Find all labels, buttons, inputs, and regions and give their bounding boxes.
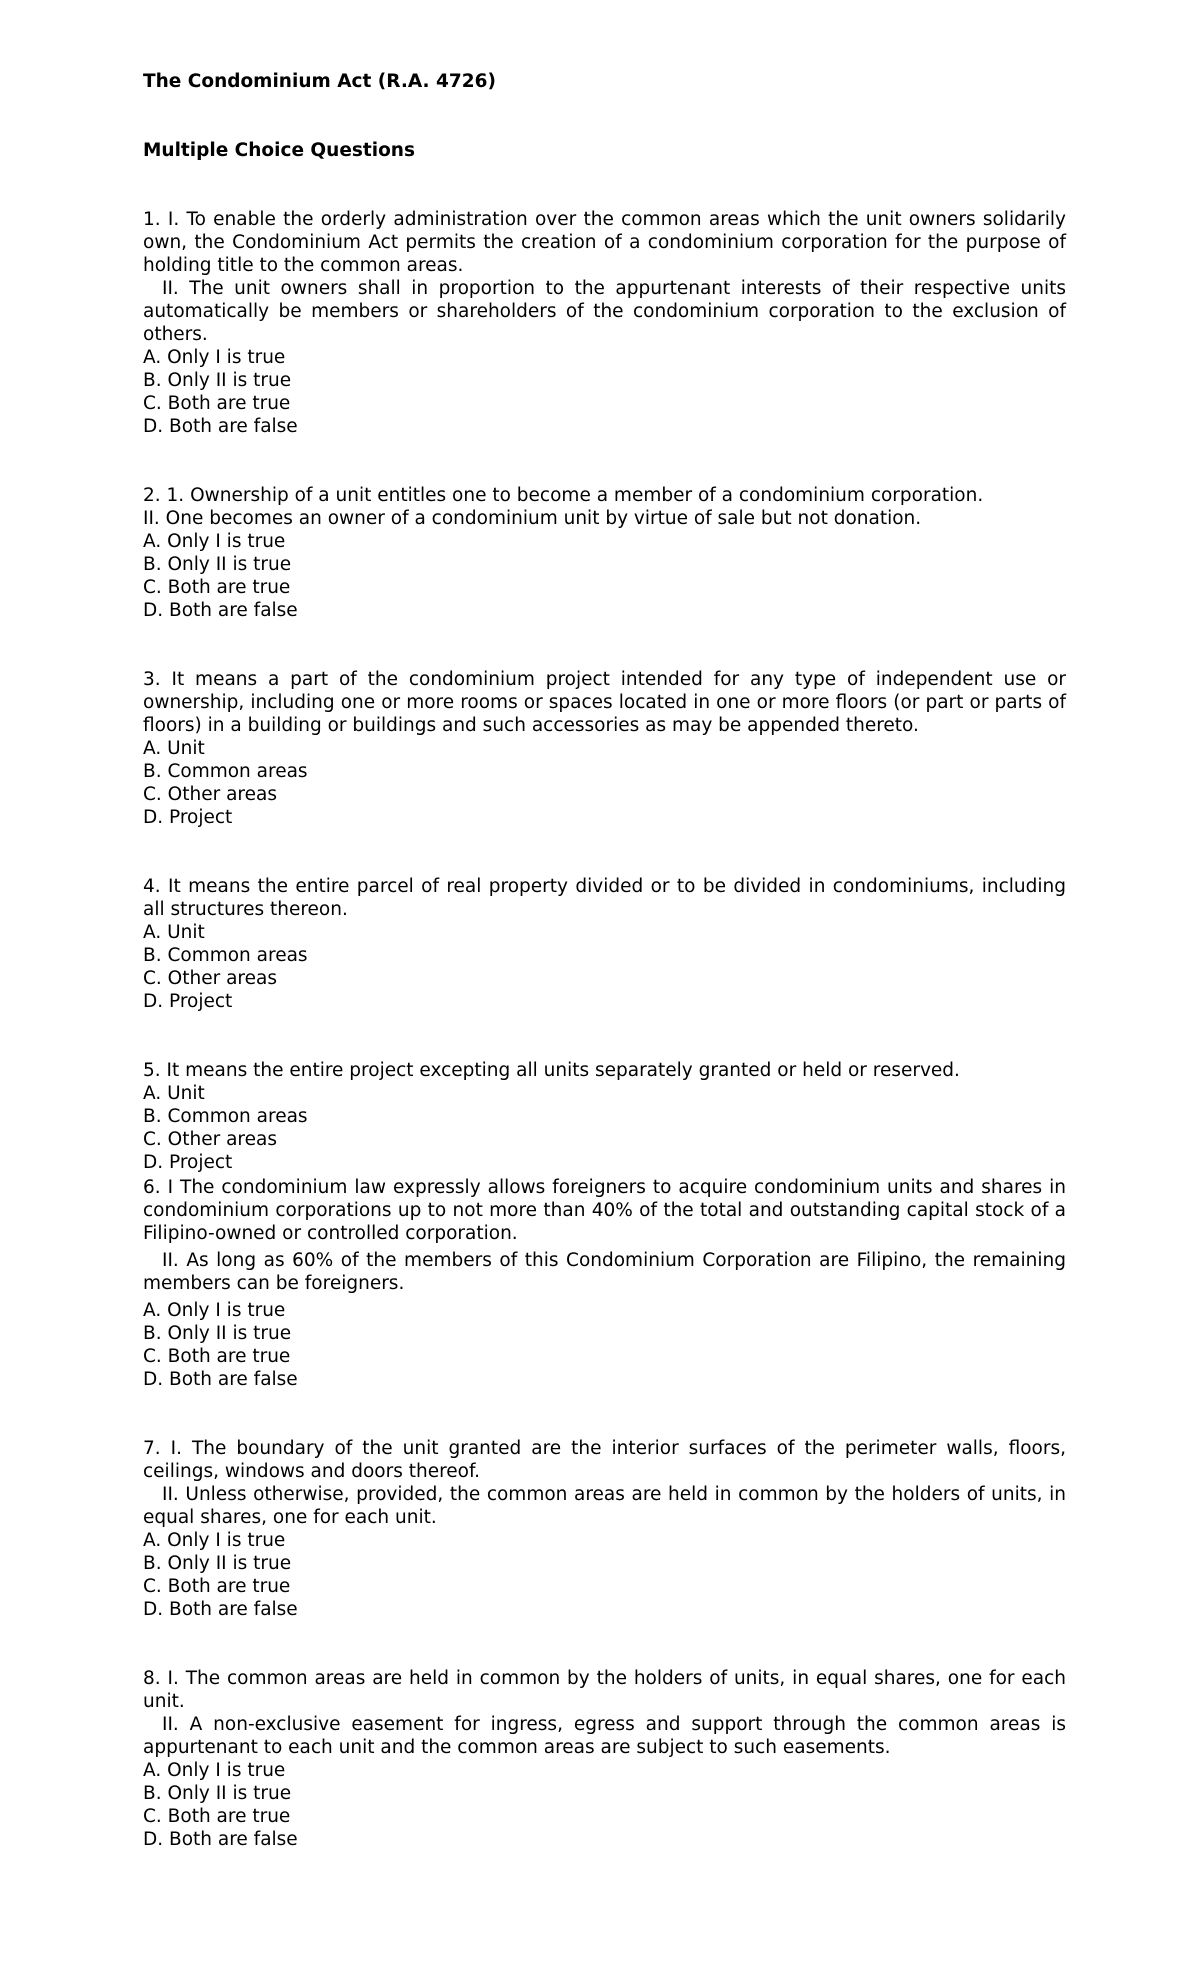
question-8 <box>143 1667 1066 1851</box>
option-b: B. Only II is true <box>143 554 292 575</box>
document-subtitle: Multiple Choice Questions <box>143 140 415 161</box>
option-c: C. Other areas <box>143 1129 277 1150</box>
option-c: C. Both are true <box>143 1806 291 1827</box>
question-stem: 7. I. The boundary of the unit granted are the interior surfaces of the perimeter walls, floors, ceilings, windows and doors thereof. <box>143 1438 1066 1482</box>
option-b: B. Only II is true <box>143 1553 292 1574</box>
document-title: The Condominium Act (R.A. 4726) <box>143 71 496 92</box>
option-b: B. Common areas <box>143 761 308 782</box>
option-a: A. Only I is true <box>143 1760 286 1781</box>
option-c: C. Both are true <box>143 577 291 598</box>
option-b: B. Only II is true <box>143 370 292 391</box>
question-statement: II. The unit owners shall in proportion to the appurtenant interests of their respective units automatically be members or shareholders of the condominium corporation to the exclusion of others. <box>143 278 1066 345</box>
option-b: B. Only II is true <box>143 1323 292 1344</box>
option-a: A. Unit <box>143 1083 205 1104</box>
option-c: C. Other areas <box>143 784 277 805</box>
option-c: C. Both are true <box>143 1346 291 1367</box>
option-d: D. Both are false <box>143 1599 298 1620</box>
question-stem: 5. It means the entire project excepting all units separately granted or held or reserved. <box>143 1060 960 1081</box>
option-d: D. Project <box>143 807 233 828</box>
option-d: D. Both are false <box>143 416 298 437</box>
option-a: A. Unit <box>143 738 205 759</box>
question-stem: 6. I The condominium law expressly allows foreigners to acquire condominium units and shares in condominium corporations up to not more than 40% of the total and outstanding capital stock of a Filipino-owned or controlled corporation. <box>143 1177 1066 1244</box>
option-c: C. Both are true <box>143 1576 291 1597</box>
question-1 <box>143 208 1066 438</box>
question-statement: II. One becomes an owner of a condominium unit by virtue of sale but not donation. <box>143 508 922 529</box>
option-b: B. Common areas <box>143 945 308 966</box>
option-d: D. Both are false <box>143 1829 298 1850</box>
question-stem: 4. It means the entire parcel of real property divided or to be divided in condominiums, including all structures thereon. <box>143 876 1066 920</box>
question-stem: 1. I. To enable the orderly administration over the common areas which the unit owners solidarily own, the Condominium Act permits the creation of a condominium corporation for the purpose of holding title to the common areas. <box>143 209 1066 276</box>
question-6 <box>143 1176 1066 1391</box>
option-d: D. Both are false <box>143 600 298 621</box>
option-b: B. Common areas <box>143 1106 308 1127</box>
option-a: A. Only I is true <box>143 1530 286 1551</box>
document-content <box>143 70 1066 1897</box>
question-stem: 2. 1. Ownership of a unit entitles one to become a member of a condominium corporation. <box>143 485 984 506</box>
option-c: C. Both are true <box>143 393 291 414</box>
option-b: B. Only II is true <box>143 1783 292 1804</box>
question-2 <box>143 484 1066 622</box>
question-stem: 3. It means a part of the condominium project intended for any type of independent use or ownership, including one or more rooms or spaces located in one or more floors (or part or parts of floors) in a building or buildings and such accessories as may be appended thereto. <box>143 669 1066 736</box>
option-d: D. Project <box>143 991 233 1012</box>
question-4 <box>143 875 1066 1013</box>
option-a: A. Only I is true <box>143 531 286 552</box>
question-7 <box>143 1437 1066 1621</box>
option-a: A. Only I is true <box>143 1300 286 1321</box>
option-a: A. Only I is true <box>143 347 286 368</box>
question-3 <box>143 668 1066 829</box>
question-statement: II. As long as 60% of the members of this Condominium Corporation are Filipino, the remaining members can be foreigners. <box>143 1250 1066 1294</box>
question-5 <box>143 1059 1066 1174</box>
option-a: A. Unit <box>143 922 205 943</box>
question-stem: 8. I. The common areas are held in common by the holders of units, in equal shares, one for each unit. <box>143 1668 1066 1712</box>
option-c: C. Other areas <box>143 968 277 989</box>
question-statement: II. A non-exclusive easement for ingress, egress and support through the common areas is appurtenant to each unit and the common areas are subject to such easements. <box>143 1714 1066 1758</box>
option-d: D. Both are false <box>143 1369 298 1390</box>
question-statement: II. Unless otherwise, provided, the common areas are held in common by the holders of units, in equal shares, one for each unit. <box>143 1484 1066 1528</box>
option-d: D. Project <box>143 1152 233 1173</box>
